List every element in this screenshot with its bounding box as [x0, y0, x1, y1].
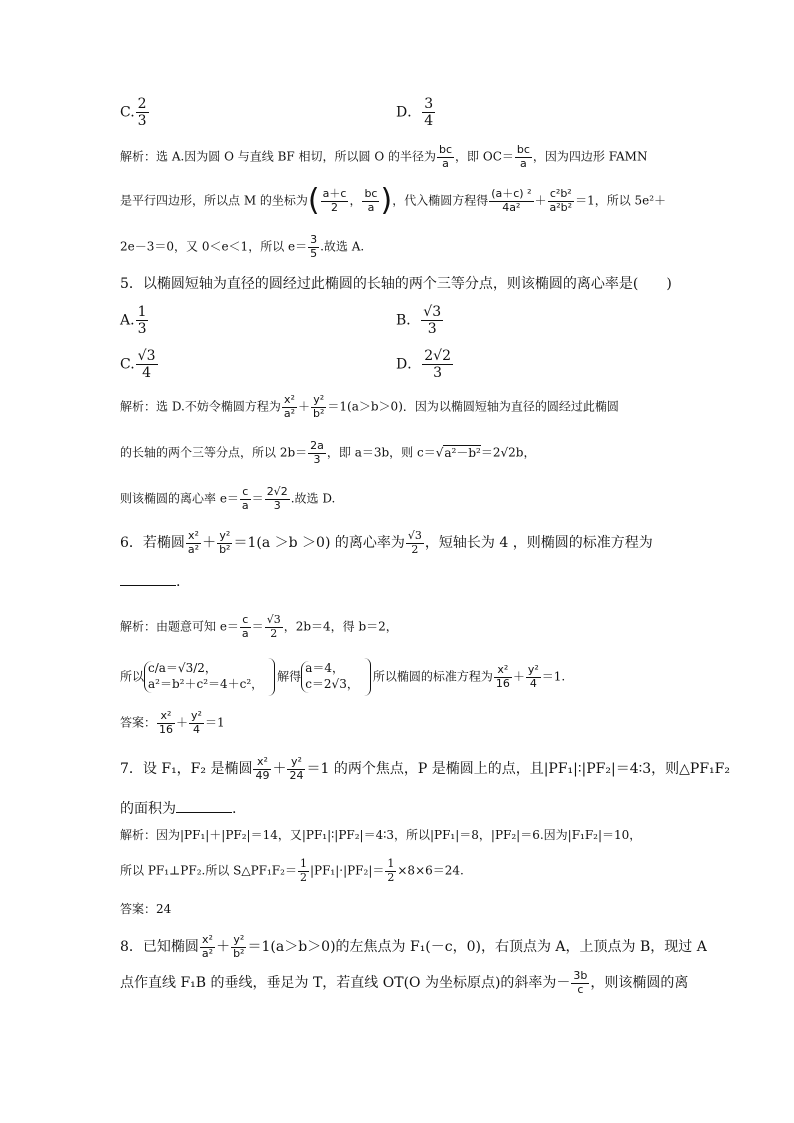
blank-line — [176, 812, 232, 813]
q5-option-c: C. $\frac{√3}{4}$ — [120, 348, 156, 382]
option-label: D． — [396, 104, 422, 121]
q4-option-c — [120, 96, 150, 129]
q5-option-b: B． $\frac{√3}{3}$ — [396, 304, 442, 338]
q5-option-d: D． $\frac{2√2}{3}$ — [396, 348, 451, 382]
q6-stem: 6．若椭圆 $\frac{\text{x²}}{\text{a²}}$ ＋ $\frac{\text{y²}}{\text{b²}}$ ＝1(a ＞b ＞0) 的离心率为 $\frac{√3}{2}$ ，短轴长为 4 ，则椭圆的标准方程为 — [120, 529, 653, 556]
q8-stem-line-2: 点作直线 F₁B 的垂线，垂足为 T，若直线 OT(O 为坐标原点)的斜率为－ $\frac{3b}{c}$ ，则该椭圆的离 — [120, 969, 689, 996]
q6-solution-line-2: 所以 c/a＝√3/2， a²＝b²＋c²＝4＋c²， 解得 a＝4， c＝2√3， 所以椭圆的标准方程为 $\frac{\text{x²}}{16}$ ＋ $\frac{\text{y²}}{4}$ ＝1. — [120, 658, 565, 696]
q7-stem-line-1: 7．设 F₁，F₂ 是椭圆 $\frac{\text{x²}}{49}$ ＋ $\frac{\text{y²}}{24}$ ＝1 的两个焦点，P 是椭圆上的点，且|PF₁|∶|PF₂|＝4∶3，则△PF₁F₂ — [120, 755, 730, 782]
q6-solution-line-1: 解析：由题意可知 e＝ $\frac{c}{a}$ ＝ $\frac{√3}{2}$ ，2b＝4，得 b＝2， — [120, 613, 398, 640]
q7-answer: 答案：24 — [120, 902, 172, 916]
equation-system: c/a＝√3/2， a²＝b²＋c²＝4＋c²， — [144, 661, 266, 692]
q4-solution-line-3: 2e－3＝0，又 0＜e＜1，所以 e＝ $\frac{3}{5}$ .故选 A. — [120, 233, 365, 260]
q7-solution-line-2: 所以 PF₁⊥PF₂.所以 S△PF₁F₂＝ $\frac{1}{2}$ |PF₁|·|PF₂|＝ $\frac{1}{2}$ ×8×6＝24. — [120, 857, 464, 884]
option-label: C. — [120, 104, 135, 121]
q7-stem-line-2: 的面积为 . — [120, 801, 237, 817]
fraction: $\frac{2}{3}$ — [137, 96, 147, 130]
q4-solution-line-2: 是平行四边形，所以点 M 的坐标为( $\frac{a+c}{2}$ ， $\frac{bc}{a}$ )，代入椭圆方程得 $\frac{\text{(a＋c) ²}}{\text{4a²}}$ ＋ $\frac{\text{c²b²}}{\text{a²b²}}$ ＝1，所以 5e²＋ — [120, 183, 667, 218]
q8-stem-line-1: 8．已知椭圆 $\frac{\text{x²}}{\text{a²}}$ ＋ $\frac{\text{y²}}{\text{b²}}$ ＝1(a＞b＞0)的左焦点为 F₁(－c，0)，右顶点为 A，上顶点为 B，现过 A — [120, 933, 707, 960]
q4-option-d — [396, 96, 436, 129]
q5-solution-line-1: 解析：选 D.不妨令椭圆方程为 $\frac{\text{x²}}{\text{a²}}$ ＋ $\frac{\text{y²}}{\text{b²}}$ ＝1(a＞b＞0)．因为以椭圆短轴为直径的圆经过此椭圆 — [120, 393, 619, 420]
q7-solution-line-1: 解析：因为|PF₁|＋|PF₂|＝14，又|PF₁|∶|PF₂|＝4∶3，所以|PF₁|＝8，|PF₂|＝6.因为|F₁F₂|＝10， — [120, 828, 642, 842]
q4-solution-line-1: 解析：选 A.因为圆 O 与直线 BF 相切，所以圆 O 的半径为 $\frac{bc}{a}$ ，即 OC＝ $\frac{bc}{a}$ ，因为四边形 FAMN — [120, 143, 648, 170]
q6-answer: 答案： $\frac{\text{x²}}{16}$ ＋ $\frac{\text{y²}}{4}$ ＝1 — [120, 709, 225, 736]
q5-solution-line-3: 则该椭圆的离心率 e＝ $\frac{c}{a}$ ＝ $\frac{2√2}{3}$ .故选 D. — [120, 485, 336, 512]
q5-option-a: A. $\frac{1}{3}$ — [120, 304, 147, 338]
q5-stem: 5．以椭圆短轴为直径的圆经过此椭圆的长轴的两个三等分点，则该椭圆的离心率是( ) — [120, 276, 672, 292]
q6-answer-blank: . — [120, 574, 180, 591]
equation-system: a＝4， c＝2√3， — [301, 661, 362, 692]
fraction: $\frac{3}{4}$ — [424, 96, 434, 130]
q5-solution-line-2: 的长轴的两个三等分点，所以 2b＝ $\frac{2a}{3}$ ，即 a＝3b，则 c＝√a²－b²＝2√2b， — [120, 439, 536, 466]
blank-line — [120, 585, 176, 586]
